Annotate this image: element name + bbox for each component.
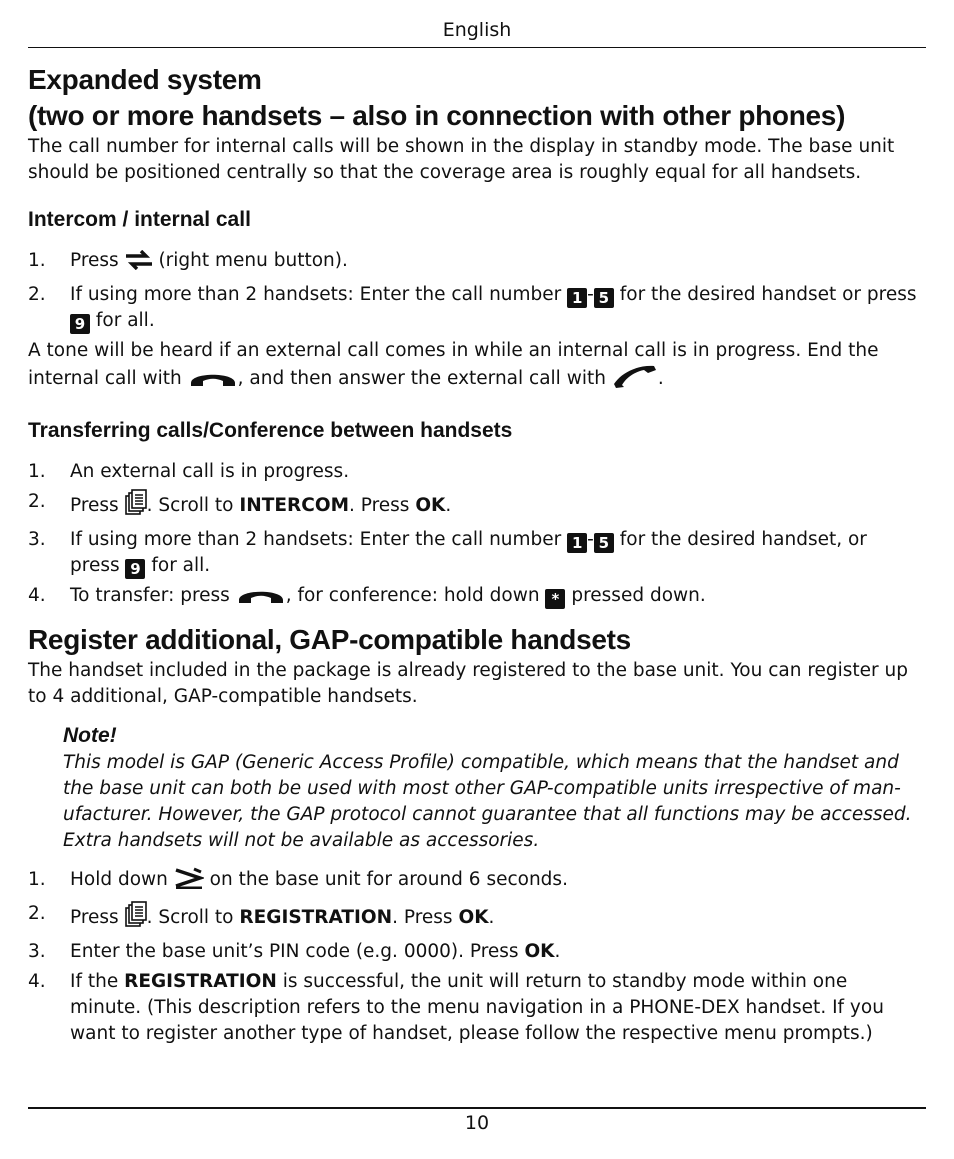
key-1: 1 xyxy=(567,288,587,308)
paragraph-text: , and then answer the external call with xyxy=(237,368,612,389)
key-1: 1 xyxy=(567,533,587,553)
step-text: for the desired handset, or press xyxy=(70,529,867,576)
step-text: Hold down xyxy=(70,869,174,890)
key-star: * xyxy=(545,589,565,609)
paragraph-text: . xyxy=(657,368,664,389)
list-item xyxy=(28,489,922,523)
section-title-expanded-system xyxy=(28,62,922,134)
step-text: for all. xyxy=(90,310,155,331)
intercom-steps xyxy=(28,248,922,334)
step-text: To transfer: press xyxy=(70,585,236,606)
footer-rule xyxy=(28,1107,926,1109)
step-text: . Scroll to xyxy=(146,907,240,928)
step-text: . Scroll to xyxy=(146,495,240,516)
intercom-heading: Intercom / internal call xyxy=(28,208,251,231)
step-text: is successful, the unit will return to standby mode within one minute. (This description refers to the menu navigation in a PHONE-DEX handset. If you want to register another type of handset, please follow the respective menu prompts.) xyxy=(70,971,884,1044)
paragraph-text: A tone will be heard if an external call comes in while an internal call is in progress. End the internal call with xyxy=(28,340,879,389)
step-text: for the desired handset or press xyxy=(613,284,917,305)
ok-label: OK xyxy=(415,495,446,516)
menu-target-registration: REGISTRATION xyxy=(124,971,277,992)
step-number: 4. xyxy=(28,971,46,992)
list-item xyxy=(28,901,922,935)
transfer-steps xyxy=(28,459,922,613)
step-text: on the base unit for around 6 seconds. xyxy=(203,869,568,890)
menu-target-intercom: INTERCOM xyxy=(239,495,349,516)
key-9: 9 xyxy=(70,314,90,334)
section-title-line2: (two or more handsets – also in connection with other phones) xyxy=(28,100,846,131)
section-title-line1: Expanded system xyxy=(28,64,262,95)
step-text: . xyxy=(488,907,495,928)
step-number: 1. xyxy=(28,869,46,890)
step-text: If the xyxy=(70,971,125,992)
step-text: . xyxy=(445,495,452,516)
note-text: This model is GAP (Generic Access Profile) compatible, which means that the handset and the base unit can both be used with most other GAP-compatible units irrespective of manufacturer. However, the GAP protocol cannot guarantee that all functions may be accessed. Extra handsets will not be available as accessories. xyxy=(63,752,912,851)
step-number: 3. xyxy=(28,529,46,550)
intercom-note-paragraph xyxy=(28,338,922,396)
register-intro: The handset included in the package is already registered to the base unit. You can register up to 4 additional, GAP-compatible handsets. xyxy=(28,660,909,707)
step-number: 2. xyxy=(28,491,46,512)
page-content xyxy=(28,62,922,1047)
step-text: - xyxy=(587,529,594,550)
key-9: 9 xyxy=(125,559,145,579)
header-rule xyxy=(28,47,926,48)
end-call-handset-icon xyxy=(236,585,286,613)
step-text: , for conference: hold down xyxy=(285,585,546,606)
menu-pages-icon xyxy=(125,489,147,523)
page-header-language: English xyxy=(442,19,512,41)
step-number: 2. xyxy=(28,903,46,924)
list-item xyxy=(28,939,922,965)
end-call-handset-icon xyxy=(188,368,238,396)
menu-target-registration: REGISTRATION xyxy=(239,907,393,928)
step-number: 2. xyxy=(28,284,46,305)
list-item xyxy=(28,969,922,1047)
step-number: 3. xyxy=(28,941,46,962)
ok-label: OK xyxy=(524,941,555,962)
step-text: Press xyxy=(70,250,125,271)
step-number: 4. xyxy=(28,585,46,606)
step-text: An external call is in progress. xyxy=(70,461,350,482)
list-item xyxy=(28,867,922,897)
step-text: . xyxy=(554,941,561,962)
intercom-arrows-icon xyxy=(125,250,153,278)
step-text: Press xyxy=(70,495,125,516)
step-text: for all. xyxy=(145,555,211,576)
note-title: Note! xyxy=(63,724,117,747)
step-text: . Press xyxy=(392,907,459,928)
menu-pages-icon xyxy=(125,901,147,935)
step-text: Enter the base unit’s PIN code (e.g. 0000). Press xyxy=(70,941,525,962)
section-title-register: Register additional, GAP-compatible handsets xyxy=(28,624,631,655)
ok-label: OK xyxy=(458,907,489,928)
step-text: . Press xyxy=(348,495,416,516)
step-text: pressed down. xyxy=(565,585,706,606)
step-text: - xyxy=(587,284,594,305)
step-text: (right menu button). xyxy=(152,250,348,271)
list-item xyxy=(28,282,922,334)
answer-call-handset-icon xyxy=(612,364,658,396)
register-base-icon xyxy=(174,867,204,897)
key-5: 5 xyxy=(594,288,614,308)
section-intro: The call number for internal calls will be shown in the display in standby mode. The base unit should be positioned centrally so that the coverage area is roughly equal for all handsets. xyxy=(28,136,895,183)
note-box xyxy=(63,722,922,854)
step-text: Press xyxy=(70,907,125,928)
list-item xyxy=(28,583,922,613)
list-item xyxy=(28,459,922,485)
step-text: If using more than 2 handsets: Enter the call number xyxy=(70,529,568,550)
transfer-heading: Transferring calls/Conference between handsets xyxy=(28,419,513,442)
step-number: 1. xyxy=(28,461,46,482)
step-text: If using more than 2 handsets: Enter the call number xyxy=(70,284,568,305)
list-item xyxy=(28,248,922,278)
register-steps xyxy=(28,867,922,1047)
list-item xyxy=(28,527,922,579)
step-number: 1. xyxy=(28,250,46,271)
key-5: 5 xyxy=(594,533,614,553)
page-number: 10 xyxy=(464,1112,490,1134)
